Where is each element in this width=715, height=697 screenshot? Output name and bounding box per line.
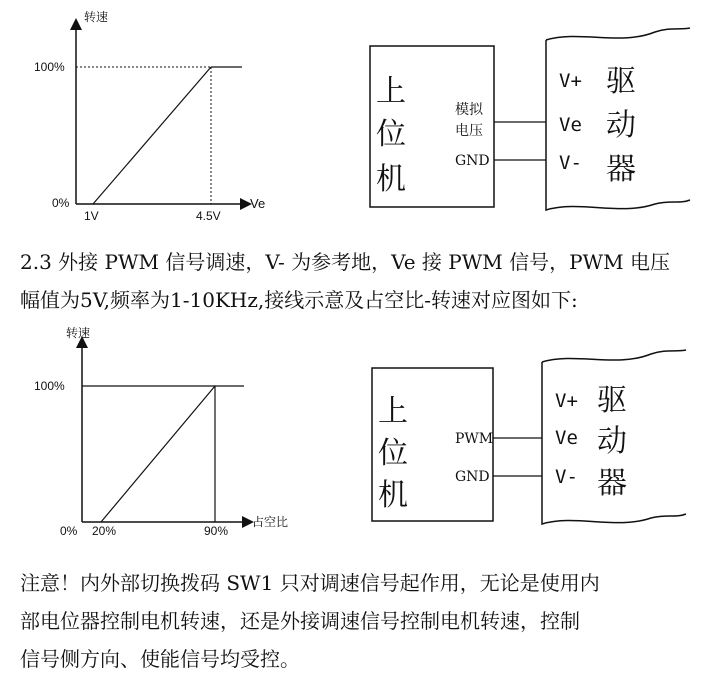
tick-start: 20% [92,524,117,538]
speed-graph-pwm [34,325,288,538]
driver-char: 动 [606,108,636,143]
x-axis-label: 占空比 [252,515,289,529]
pin-vplus: V+ [555,390,578,412]
paragraph-pwm-intro [20,243,710,319]
pin-vplus: V+ [559,70,582,92]
text-line: 注意！内外部切换拨码 SW1 只对调速信号起作用，无论是使用内 [20,571,600,595]
pin-vminus: V- [559,152,582,174]
speed-graph-analog [34,9,265,223]
pin-ve: Ve [559,114,582,136]
paragraph-note [20,564,710,678]
signal-label-line2: 电压 [455,123,483,139]
driver-char: 器 [606,152,636,187]
x-axis-label: Ve [250,196,266,211]
text-line: 部电位器控制电机转速，还是外接调速信号控制电机转速，控制 [20,609,580,633]
pwm-label: PWM [455,431,494,447]
tick-100: 100% [34,60,65,74]
ramp-line [93,67,211,204]
tick-end: 90% [204,524,229,538]
tick-100: 100% [34,379,65,393]
driver-char: 动 [597,424,627,459]
y-axis-label: 转速 [84,10,109,24]
host-char: 机 [376,162,406,197]
y-axis-label: 转速 [66,326,91,340]
host-char: 上 [376,74,406,109]
text-line: 信号侧方向、使能信号均受控。 [20,647,300,671]
tick-end: 4.5V [196,209,221,223]
host-char: 位 [376,117,406,152]
text-line: 幅值为5V,频率为1-10KHz,接线示意及占空比-转速对应图如下: [20,288,578,312]
host-char: 机 [378,478,408,513]
driver-char: 驱 [606,64,636,99]
pin-ve: Ve [555,427,578,449]
tick-start: 1V [84,209,99,223]
driver-char: 器 [597,466,627,501]
pin-vminus: V- [555,466,578,488]
tick-0: 0% [52,196,70,210]
tick-0: 0% [60,524,78,538]
wiring-diagram-pwm [372,350,686,524]
signal-label-line1: 模拟 [455,102,483,118]
wiring-diagram-analog [370,28,690,210]
driver-char: 驱 [597,383,627,418]
host-char: 位 [378,436,408,471]
host-char: 上 [378,394,408,429]
gnd-label: GND [455,469,490,485]
ramp-line [101,386,215,522]
gnd-label: GND [455,153,490,169]
text-line: 2.3 外接 PWM 信号调速，V- 为参考地，Ve 接 PWM 信号，PWM 电压 [20,250,670,274]
